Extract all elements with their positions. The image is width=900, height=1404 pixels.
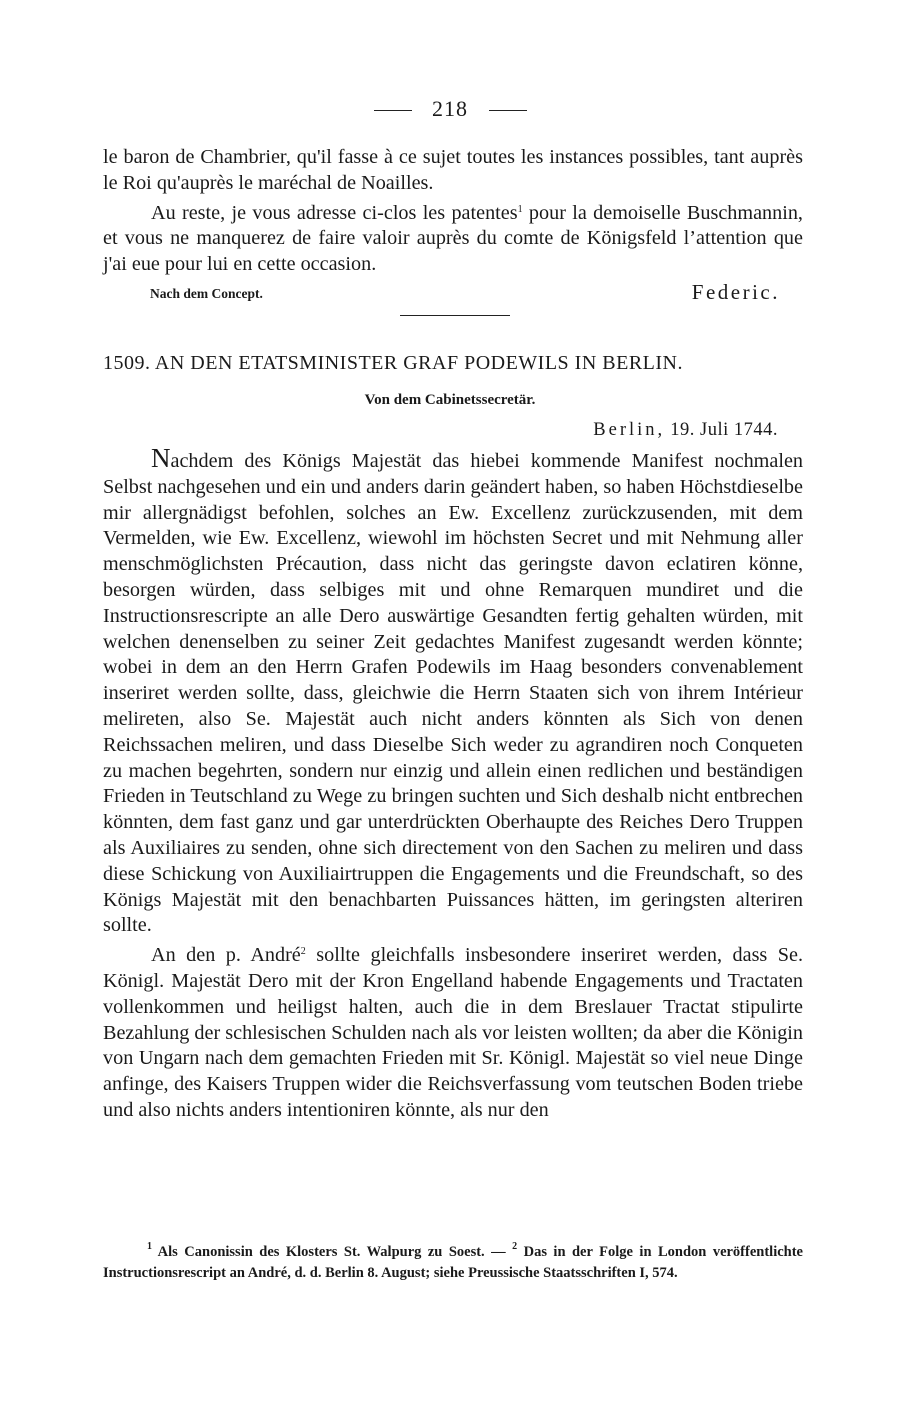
dateline [593, 420, 778, 441]
footnote-ref-1: 1 [517, 203, 523, 215]
date-value: 19. Juli 1744. [670, 420, 778, 440]
footnote-mark-2: 2 [512, 1241, 518, 1252]
initial-letter: N [151, 443, 171, 473]
header-dash-left [374, 110, 412, 111]
top-paragraph-2: Au reste, je vous adresse ci-clos les patentes$^1$ pour la demoiselle Buschmannin, et vous ne manquerez de faire valoir auprès du comte de Königsfeld l’attention que j'ai eue pour lui en cette occasion. [103, 201, 803, 276]
footnotes [103, 1236, 803, 1284]
page-number: 218 [432, 96, 468, 121]
section-heading: 1509. AN DEN ETATSMINISTER GRAF PODEWILS IN BERLIN. [103, 352, 684, 374]
section-subheading: Von dem Cabinetssecretär. [364, 392, 536, 408]
top-paragraph-1: le baron de Chambrier, qu'il fasse à ce sujet toutes les instances possibles, tant auprès le Roi qu'auprès le maréchal de Noailles. [103, 146, 803, 194]
signature: Federic. [691, 280, 780, 304]
date-place: Berlin, [593, 420, 666, 440]
source-note: Nach dem Concept. [150, 286, 263, 301]
body-paragraph-1: Nachdem des Königs Majestät das hiebei kommende Manifest nochmalen Selbst nachgesehen und ein und anders darin geändert haben, so haben Höchstdieselbe mir allergnädigst befohlen, solches an Ew. Excellenz zurückzusenden, mit dem Vermelden, wie Ew. Excellenz, wiewohl im höchsten Secret und mit Nehmung aller menschmöglichsten Précaution, dass nicht das geringste davon eclatiren könne, besorgen würden, dass selbiges mit und ohne Remarquen mundiret und die Instructionsrescripte an alle Dero auswärtige Gesandten fertig gehalten würden, mit welchen denenselben zu seiner Zeit gedachtes Manifest zugesandt werden könnte; wobei in dem an den Herrn Grafen Podewils im Haag besonders convenablement inseriret werden sollte, dass, gleichwie die Herrn Staaten sich von ihrem Intérieur melireten, also Se. Majestät auch nicht anders könnten als Sich von denen Reichssachen meliren, und dass Dieselbe Sich weder zu agrandiren noch Conqueten zu machen begehrten, sondern nur einzig und allein einen redlichen und beständigen Frieden in Teutschland zu Wege zu bringen suchten und Sich deshalb nicht entbrechen könnten, dem fast ganz und gar unterdrückten Oberhaupte des Reiches Dero Truppen als Auxiliaires zu senden, ohne sich directement von den Sachen zu meliren und dass diese Schickung von Auxiliairtruppen die Engagements und die Freundschaft, so des Königs Majestät mit den benachbarten Puissances hätten, im geringsten alteriren sollte. [103, 443, 803, 937]
signature-row [150, 280, 780, 310]
page-header [0, 96, 900, 122]
footnote-ref-2: 2 [300, 946, 306, 958]
header-dash-right [489, 110, 527, 111]
letter-body [103, 443, 803, 1124]
footnote-1: Als Canonissin des Klosters St. Walpurg zu Soest. — [152, 1244, 513, 1260]
section-divider [400, 315, 510, 316]
letter-ending [103, 145, 803, 278]
footnote-text [103, 1236, 803, 1284]
body-paragraph-2: An den p. André$^2$ sollte gleichfalls insbesondere inseriret werden, dass Se. Königl. Majestät Dero mit der Kron Engelland habende Engagements und Tractaten vollenkommen und heiligst halten, auch die in dem Breslauer Tractat stipulirte Bezahlung der schlesischen Schulden nach als vor leisten wollten; da aber die Königin von Ungarn nach dem gemachten Frieden mit Sr. Königl. Majestät so viel neue Dinge anfinge, des Kaisers Truppen wider die Reichsverfassung vom teutschen Boden triebe und also nichts anders intentioniren könnte, als nur den [103, 944, 803, 1121]
footnote-2: Das in der Folge in London veröffentlichte Instructionsrescript an André, d. d. Berlin 8. August; siehe Preussische Staatsschriften I, 574. [103, 1244, 803, 1281]
footnote-mark-1: 1 [147, 1241, 152, 1252]
